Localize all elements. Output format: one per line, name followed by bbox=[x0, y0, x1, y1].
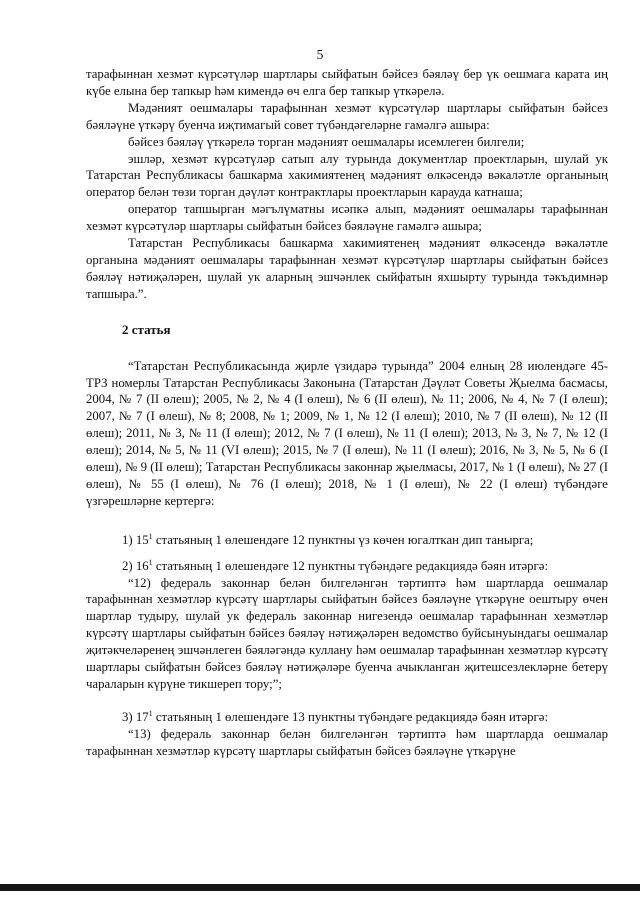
document-body bbox=[86, 66, 608, 760]
item-number: 1) 15 bbox=[122, 532, 149, 547]
item-text: статьяның 1 өлешендәге 12 пунктны түбәндәге редакциядә бәян итәргә: bbox=[152, 558, 549, 573]
item-superscript: 1 bbox=[148, 531, 153, 541]
paragraph: Татарстан Республикасы башкарма хакимиятенең мәдәният өлкәсендә вәкаләтле органына мәдәният оешмалары тарафыннан хезмәт күрсәтүләр шартлары сыйфатын бәйсез бәяләү нәтиҗәләрен, шулай ук аларның эшчәнлек сыйфатын яхшырту турында тәкъдимнәр тапшыра.”. bbox=[86, 236, 608, 301]
article-intro: “Татарстан Республикасында җирле үзидарә турында” 2004 елның 28 июлендәге 45-ТРЗ номерлы Татарстан Республикасы Законына (Татарстан Дәүләт Советы Җыелма басмасы, 2004, № 7 (II өлеш); 2005, № 2, № 4 (I өлеш), № 6 (II өлеш), № 11; 2006, № 4, № 7 (I өлеш); 2007, № 7 (I өлеш), № 8; 2008, № 1; 2009, № 1, № 12 (I өлеш); 2010, № 7 (II өлеш), № 12 (II өлеш); 2011, № 3, № 11 (I өлеш); 2012, № 7 (I өлеш), № 11 (I өлеш); 2013, № 3, № 7, № 12 (I өлеш); 2014, № 5, № 11 (VI өлеш); 2015, № 7 (I өлеш), № 11 (I өлеш); 2016, № 3, № 5, № 6 (I өлеш), № 9 (II өлеш); Татарстан Республикасы законнар җыелмасы, 2017, № 1 (I өлеш), № 27 (I өлеш), № 55 (I өлеш), № 76 (I өлеш); 2018, № 1 (I өлеш), № 22 (I өлеш) түбәндәге үзгәрешләрне кертергә: bbox=[86, 358, 608, 508]
paragraph: оператор тапшырган мәгълүматны исәпкә алып, мәдәният оешмалары тарафыннан хезмәт күрсәтүләр шартлары сыйфатын бәйсез бәяләүне гамәлгә ашыра; bbox=[86, 202, 608, 234]
quoted-amendment: “12) федераль законнар белән билгеләнгән тәртиптә һәм шартларда оешмалар тарафыннан хезмәтләр күрсәтү шартлары сыйфатын бәйсез бәяләүне үткәрүне оештыру өчен шартлар тудыру, шулай ук федераль законнар нигезендә оешмалар тарафыннан хезмәтләр күрсәтү шартлары сыйфатын бәйсез бәяләү нәтиҗәләрен ведомство буйсынуындагы оешмалар җитәкчеләренең эшчәнлеген бәяләгәндә куллану һәм оешмалар тарафыннан хезмәтләр күрсәтү шартлары сыйфатын бәйсез бәяләү нәтиҗәләре буенча ачыкланган җитешсезлекләрне бетерү чараларын күрүне тикшереп тору;”; bbox=[86, 575, 608, 691]
list-item bbox=[86, 532, 608, 549]
list-item bbox=[86, 709, 608, 726]
bottom-border-bar bbox=[0, 884, 640, 891]
item-text: статьяның 1 өлешендәге 13 пунктны түбәндәге редакциядә бәян итәргә: bbox=[152, 709, 549, 724]
article-heading: 2 статья bbox=[122, 321, 171, 337]
quoted-amendment: “13) федераль законнар белән билгеләнгән тәртиптә һәм шартларда оешмалар тарафыннан хезмәтләр күрсәтү шартлары сыйфатын бәйсез бәяләүне үткәрүне bbox=[86, 726, 608, 758]
item-superscript: 1 bbox=[148, 557, 153, 567]
paragraph: тарафыннан хезмәт күрсәтүләр шартлары сыйфатын бәйсез бәяләү бер үк оешмага карата иң күбе елына бер тапкыр һәм кимендә өч елга бер тапкыр үткәрелә. bbox=[86, 67, 608, 98]
item-text: статьяның 1 өлешендәге 12 пунктны үз көчен югалткан дип танырга; bbox=[152, 532, 534, 547]
item-number: 2) 16 bbox=[122, 558, 149, 573]
item-superscript: 1 bbox=[148, 708, 153, 718]
page-number: 5 bbox=[316, 47, 324, 62]
item-number: 3) 17 bbox=[122, 709, 149, 724]
paragraph: бәйсез бәяләү үткәрелә торган мәдәният оешмалары исемлеген билгели; bbox=[128, 134, 525, 149]
paragraph: эшләр, хезмәт күрсәтүләр сатып алу турында документлар проектларын, шулай ук Татарстан Республикасы башкарма хакимиятенең мәдәният өлкәсендә вәкаләтле органының оператор белән төзи торган дәүләт контрактлары проектларын карауда катнаша; bbox=[86, 151, 608, 200]
paragraph: Мәдәният оешмалары тарафыннан хезмәт күрсәтүләр шартлары сыйфатын бәйсез бәяләүне үткәрү буенча иҗтимагый совет түбәндәгеләрне гамәлгә ашыра: bbox=[86, 100, 608, 132]
list-item bbox=[86, 558, 608, 575]
